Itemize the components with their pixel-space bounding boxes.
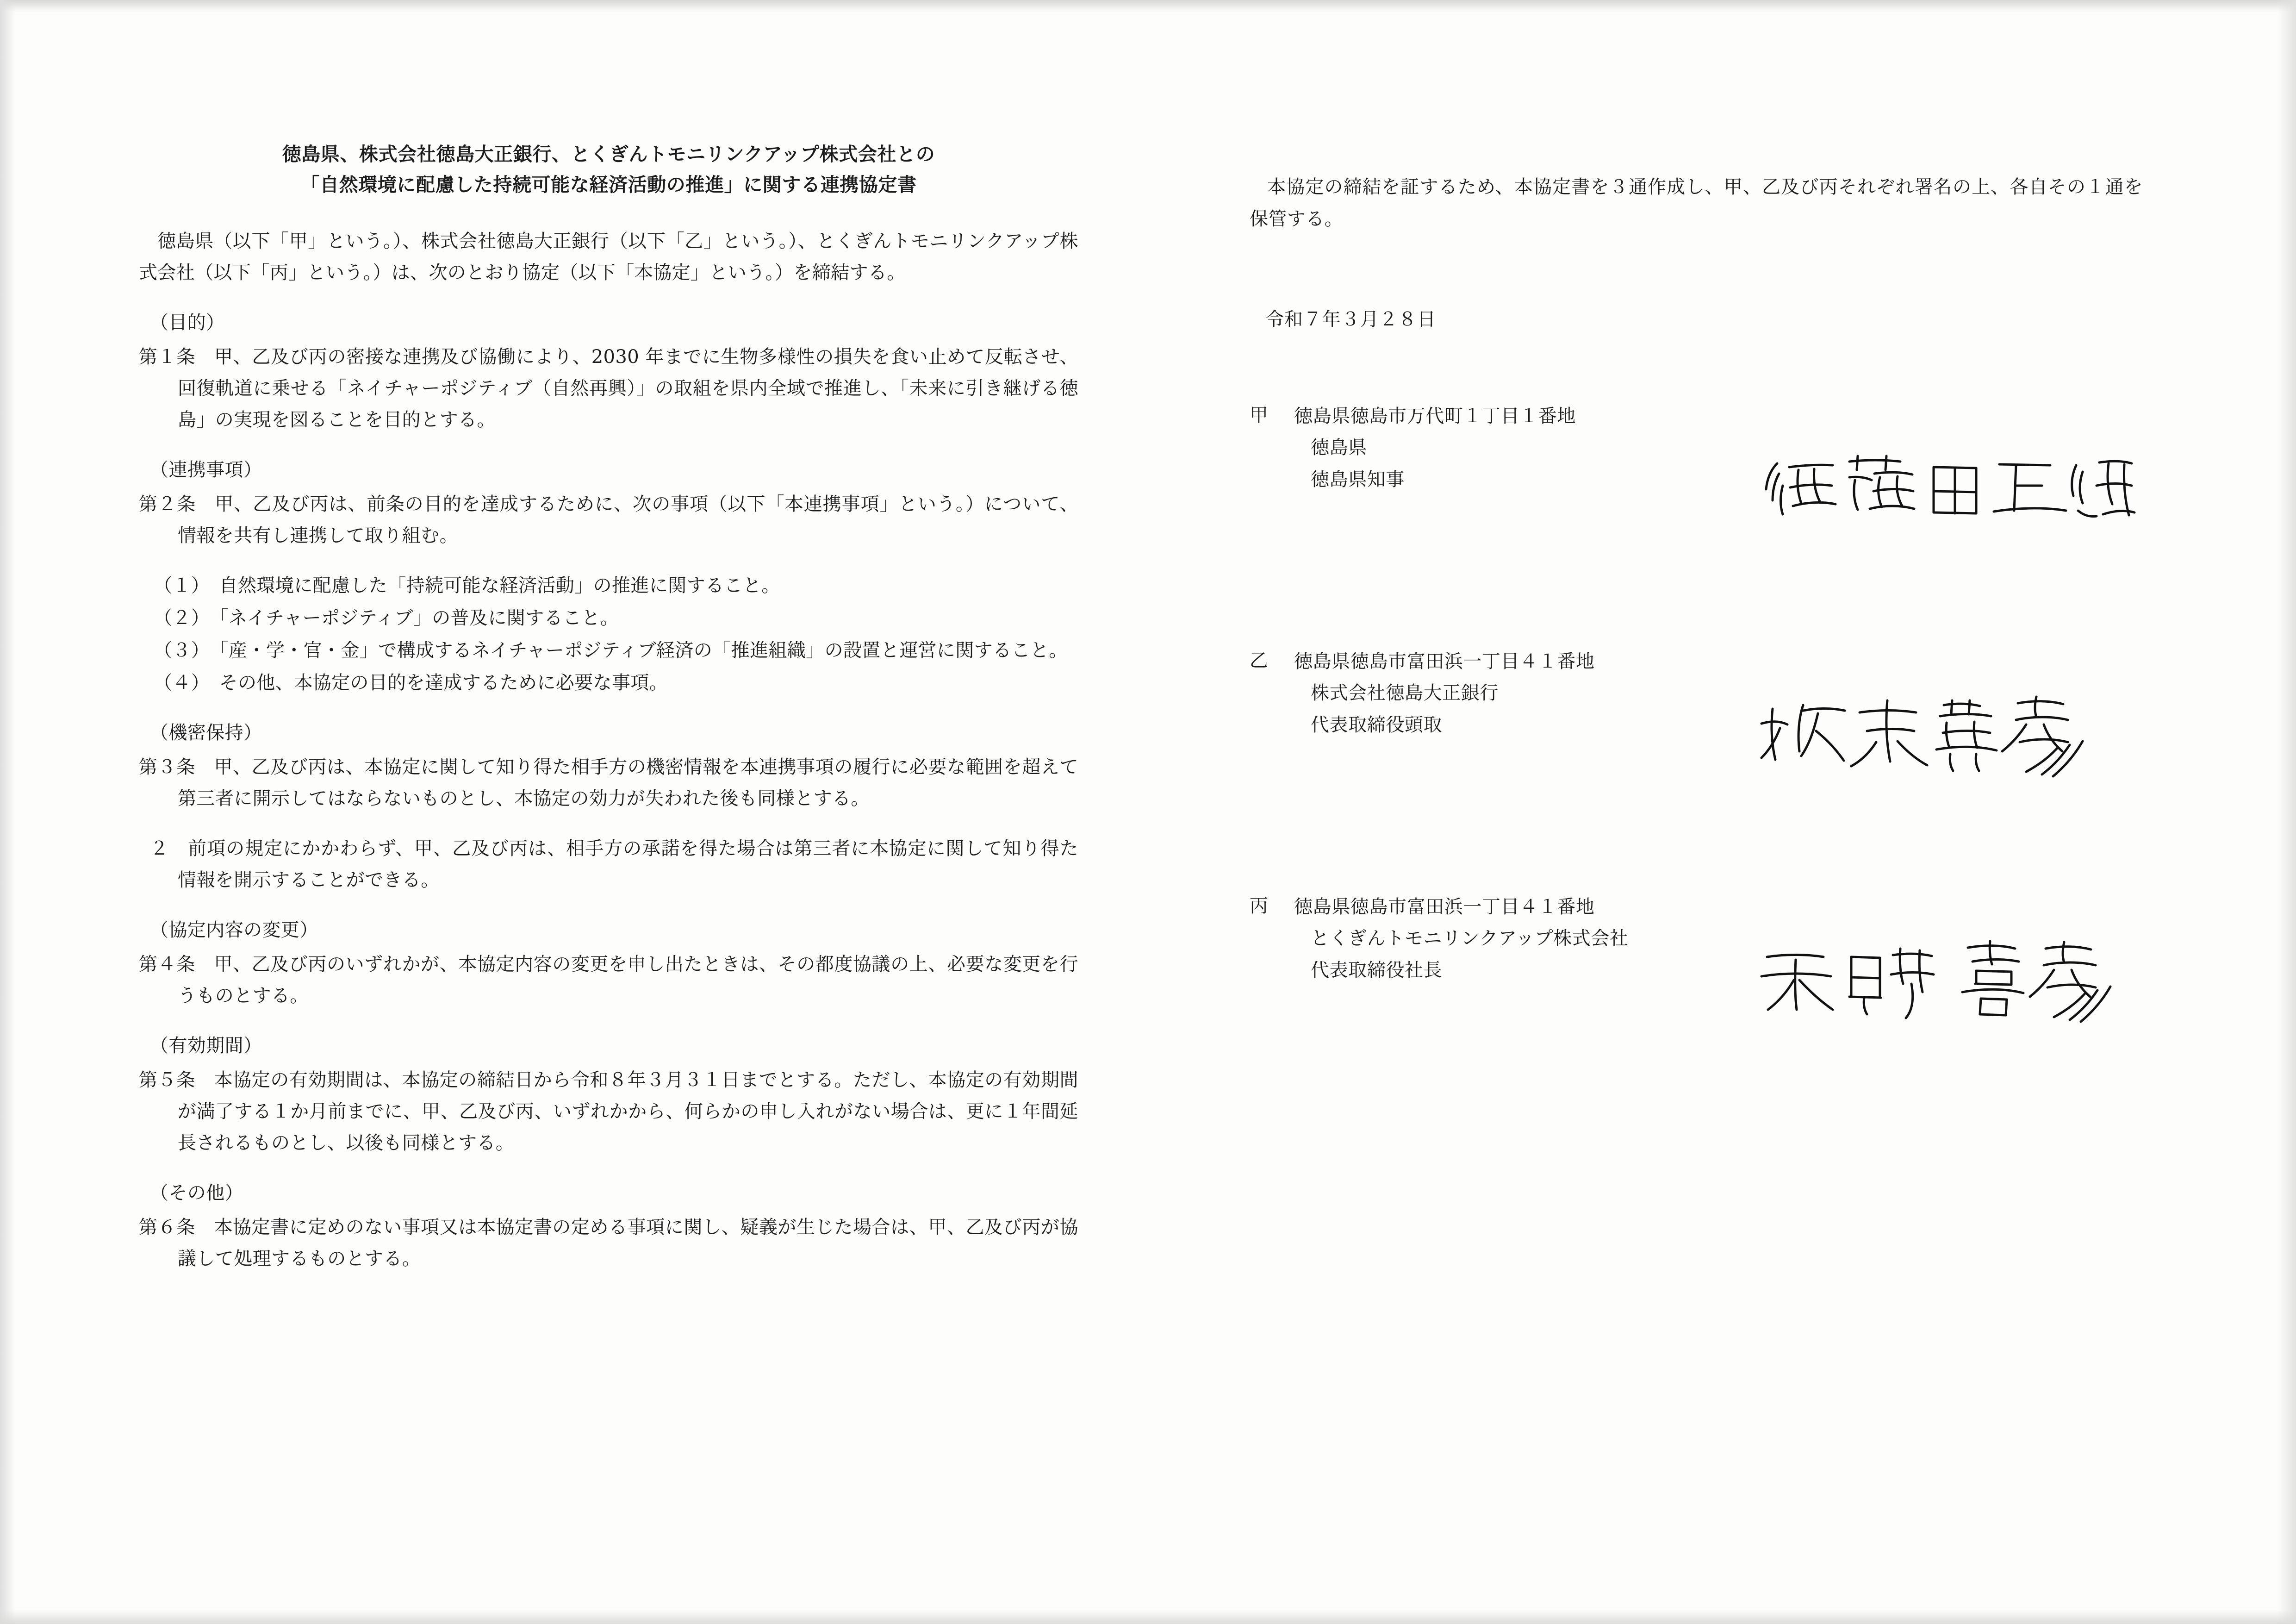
party-tag: 甲	[1250, 404, 1269, 426]
article-text: 第３条 甲、乙及び丙は、本協定に関して知り得た相手方の機密情報を本連携事項の履行に必要な範囲を超えて第三者に開示してはならないものとし、本協定の効力が失われた後も同様とする。	[139, 756, 1078, 809]
party-title: 代表取締役社長	[1311, 960, 1443, 981]
article-text: 第４条 甲、乙及び丙のいずれかが、本協定内容の変更を申し出たときは、その都度協議の上、必要な変更を行うものとする。	[139, 953, 1078, 1006]
document-title-line-2: 「自然環境に配慮した持続可能な経済活動の推進」に関する連携協定書	[300, 174, 917, 196]
document-title-line-1: 徳島県、株式会社徳島大正銀行、とくぎんトモニリンクアップ株式会社との	[282, 143, 935, 165]
section-amendment	[139, 914, 1078, 1012]
section-heading: （連携事項）	[150, 459, 262, 481]
section-heading: （有効期間）	[150, 1035, 262, 1056]
party-address: 徳島県徳島市富田浜一丁目４１番地	[1294, 650, 1595, 672]
party-tag: 丙	[1250, 895, 1269, 917]
article-text: 第５条 本協定の有効期間は、本協定の締結日から令和８年３月３１日までとする。ただし、本協定の有効期間が満了する１か月前までに、甲、乙及び丙、いずれかから、何らかの申し入れがない場合は、更に１年間延長されるものとし、以後も同様とする。	[139, 1069, 1078, 1154]
section-other	[139, 1177, 1078, 1274]
agreement-date: 令和７年３月２８日	[1265, 308, 1436, 330]
article-text: 第１条 甲、乙及び丙の密接な連携及び協働により、2030 年までに生物多様性の損失を食い止めて反転させ、回復軌道に乗せる「ネイチャーポジティブ（自然再興）」の取組を県内全域で推進し、「未来に引き継げる徳島」の実現を図ることを目的とする。	[139, 346, 1078, 431]
list-item: （１） 自然環境に配慮した「持続可能な経済活動」の推進に関すること。	[154, 575, 780, 596]
party-block-otsu	[1250, 646, 2143, 799]
section-validity-period	[139, 1030, 1078, 1159]
signature-hei	[1759, 932, 2138, 1029]
scan-edge-shadow-top	[0, 0, 2296, 12]
article-text: 第６条 本協定書に定めのない事項又は本協定書の定める事項に関し、疑義が生じた場合は、甲、乙及び丙が協議して処理するものとする。	[139, 1216, 1078, 1269]
party-block-hei	[1250, 891, 2143, 1044]
section-heading: （その他）	[150, 1182, 243, 1204]
section-heading: （機密保持）	[150, 722, 262, 743]
list-item: （３） 「産・学・官・金」で構成するネイチャーポジティブ経済の「推進組織」の設置と運営に関すること。	[154, 639, 1068, 661]
party-organization: 徳島県	[1311, 437, 1367, 459]
section-heading: （協定内容の変更）	[150, 919, 318, 941]
section-confidentiality	[139, 717, 1078, 896]
party-organization: 株式会社徳島大正銀行	[1311, 682, 1499, 704]
signature-ko	[1759, 441, 2138, 538]
list-item: （２） 「ネイチャーポジティブ」の普及に関すること。	[154, 607, 619, 629]
scan-edge-shadow-bottom	[0, 1610, 2296, 1624]
document-title	[139, 139, 1078, 200]
scan-edge-shadow-right	[2277, 0, 2296, 1624]
scan-edge-shadow-left	[0, 0, 16, 1624]
party-block-ko	[1250, 400, 2143, 553]
party-address: 徳島県徳島市富田浜一丁目４１番地	[1294, 896, 1595, 918]
section-cooperation-items	[139, 454, 1078, 699]
document-right-column	[1250, 171, 2143, 1137]
party-address: 徳島県徳島市万代町１丁目１番地	[1294, 405, 1576, 427]
preamble-paragraph: 徳島県（以下「甲」という。）、株式会社徳島大正銀行（以下「乙」という。）、とくぎんトモニリンクアップ株式会社（以下「丙」という。）は、次のとおり協定（以下「本協定」という。）を締結する。	[139, 230, 1078, 283]
section-purpose	[139, 307, 1078, 436]
party-tag: 乙	[1250, 650, 1269, 671]
list-item: （４） その他、本協定の目的を達成するために必要な事項。	[154, 672, 668, 693]
article-text: 第２条 甲、乙及び丙は、前条の目的を達成するために、次の事項（以下「本連携事項」という。）について、情報を共有し連携して取り組む。	[139, 493, 1078, 546]
document-left-column	[139, 139, 1078, 1293]
signature-otsu	[1759, 687, 2138, 784]
party-organization: とくぎんトモニリンクアップ株式会社	[1311, 928, 1629, 949]
article-subclause: ２ 前項の規定にかかわらず、甲、乙及び丙は、相手方の承諾を得た場合は第三者に本協定に関して知り得た情報を開示することができる。	[150, 837, 1078, 891]
section-heading: （目的）	[150, 312, 225, 333]
closing-statement: 本協定の締結を証するため、本協定書を３通作成し、甲、乙及び丙それぞれ署名の上、各自その１通を保管する。	[1250, 176, 2143, 230]
party-title: 代表取締役頭取	[1311, 714, 1443, 736]
party-title: 徳島県知事	[1311, 469, 1405, 491]
